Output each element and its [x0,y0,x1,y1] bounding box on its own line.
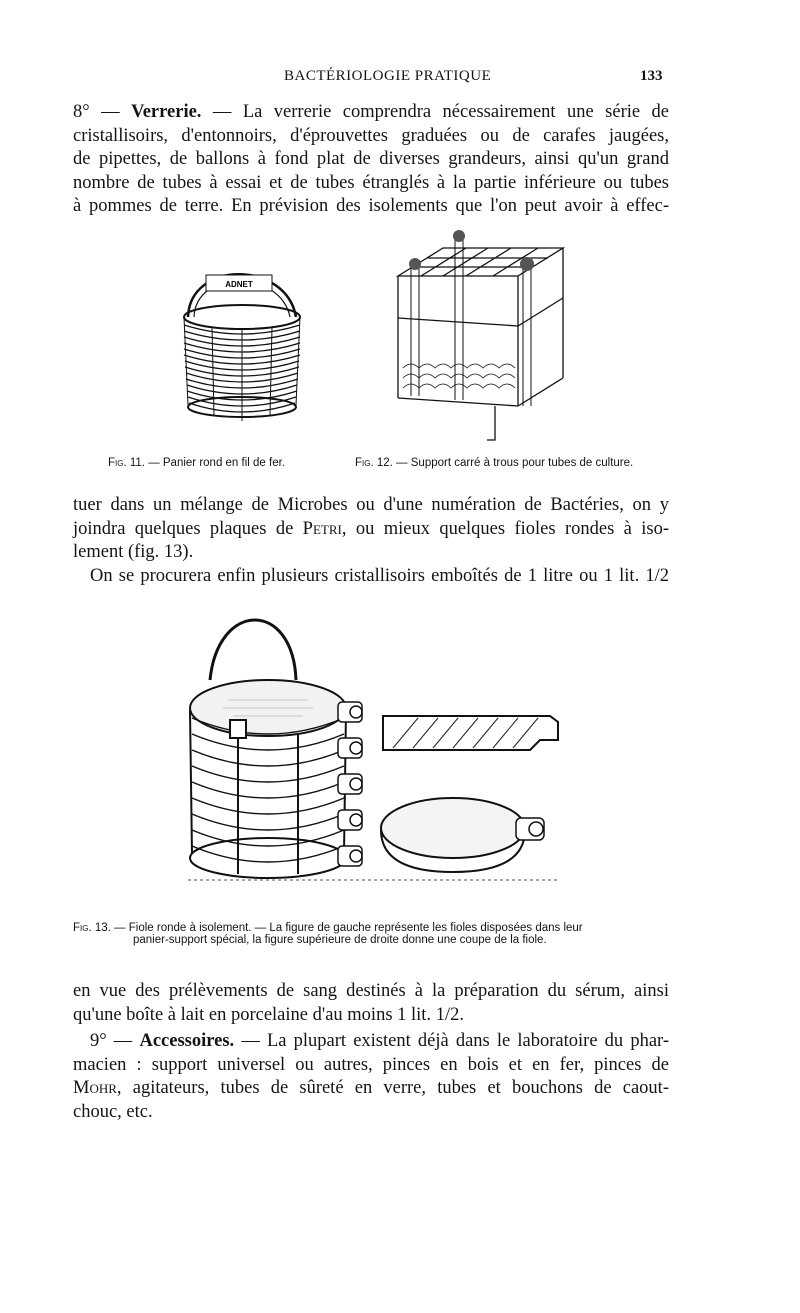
para-line: macien : support universel ou autres, pinces en bois et en fer, pinces de [73,1054,669,1075]
caption-number: Fig. 12. [355,457,393,469]
para-line: qu'une boîte à lait en porcelaine d'au moins 1 lit. 1/2. [73,1004,464,1025]
section-number: 9° — [90,1031,133,1051]
figure-11-caption [108,457,285,469]
caption-text: — Panier rond en fil de fer. [145,457,285,469]
paragraph-accessoires [73,1030,669,1124]
caption-line: panier-support spécial, la figure supérieure de droite donne une coupe de la fiole. [133,934,547,946]
para-line: chouc, etc. [73,1101,153,1122]
para-line [73,518,669,542]
section-heading: Verrerie. [131,102,202,122]
page-number: 133 [640,68,663,84]
section-heading: Accessoires. [139,1031,235,1051]
paragraph-verrerie [73,101,669,219]
para-line: à pommes de terre. En prévision des isolements que l'on peut avoir à effec- [73,196,669,216]
para-line: cristallisoirs, d'entonnoirs, d'éprouvettes graduées ou de carafes jaugées, [73,125,669,146]
para-line-text: joindra quelques plaques de [73,518,303,539]
caption-number: Fig. 13. [73,922,111,934]
para-line [73,1077,669,1101]
caption-line [73,922,673,934]
figure-13-isolation-flasks [178,610,570,898]
para-line: lement (fig. 13). [73,542,194,562]
person-name-mohr: Mohr [73,1078,117,1098]
paragraph-serum [73,980,669,1027]
caption-text: — Support carré à trous pour tubes de culture. [392,457,634,469]
para-line-text: — La verrerie comprendra nécessairement une série de [201,102,670,122]
figure-11-wire-basket [168,255,318,435]
caption-number: Fig. 11. [108,457,145,469]
paragraph-continuation [73,494,669,588]
running-header [0,68,800,90]
para-line-text: , ou mieux quelques fioles rondes à iso- [341,518,669,539]
para-line [73,1030,669,1054]
para-line: nombre de tubes à essai et de tubes étranglés à la partie inférieure ou tubes [73,172,669,193]
para-line: de pipettes, de ballons à fond plat de diverses grandeurs, ainsi qu'un grand [73,149,669,169]
para-line-text: , agitateurs, tubes de sûreté en verre, tubes et bouchons de caout- [116,1078,669,1098]
basket-label: ADNET [225,280,253,289]
para-line: On se procurera enfin plusieurs cristallisoirs emboîtés de 1 litre ou 1 lit. 1/2 [90,565,669,586]
figure-12-tube-support [383,228,568,446]
para-line [73,101,669,125]
person-name-petri: Petri [302,518,342,539]
figure-13-caption [73,922,673,946]
figure-12-caption [355,457,633,469]
para-line-text: — La plupart existent déjà dans le laboratoire du phar- [234,1031,669,1051]
para-line: en vue des prélèvements de sang destinés à la préparation du sérum, ainsi [73,981,669,1001]
running-title: BACTÉRIOLOGIE PRATIQUE [284,68,492,84]
section-number: 8° — [73,102,120,122]
para-line: tuer dans un mélange de Microbes ou d'une numération de Bactéries, on y [73,495,669,515]
caption-text: — Fiole ronde à isolement. — La figure de gauche représente les fioles disposées dans leur [110,922,583,934]
